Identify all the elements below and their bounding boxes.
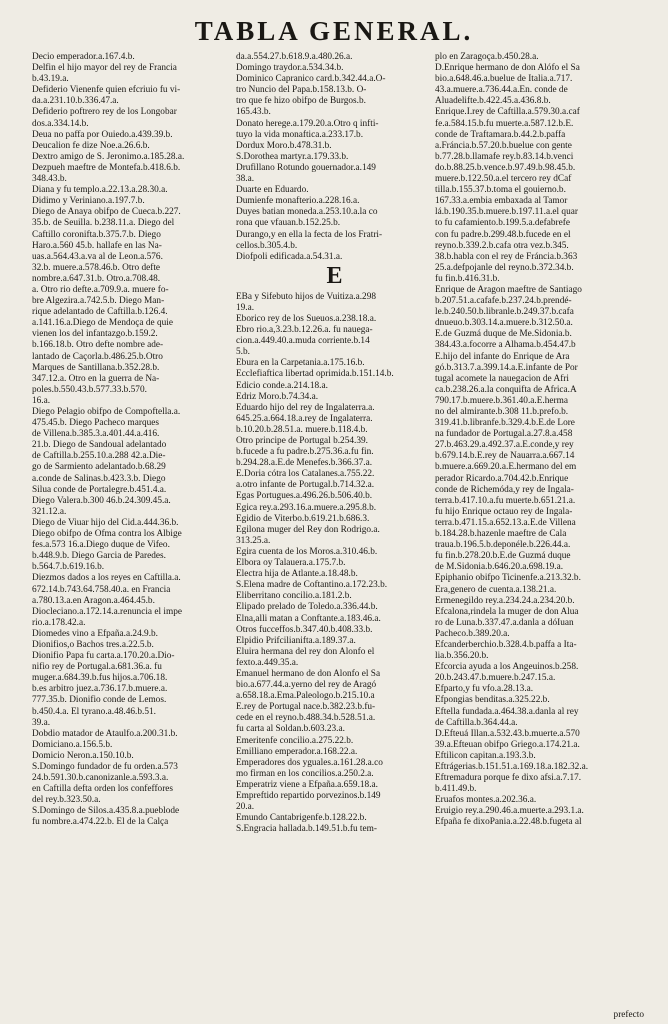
index-line: b.77.28.b.llamafe rey.b.83.14.b.venci bbox=[435, 151, 574, 162]
index-line: a.otro infante de Portugal.b.714.32.a. bbox=[236, 480, 375, 491]
index-line: Duarte en Eduardo. bbox=[236, 185, 309, 196]
section-letter-e: E bbox=[326, 262, 343, 289]
index-line: Eliberritano concilio.a.181.2.b. bbox=[236, 591, 352, 602]
index-line: Emperatriz viene a Efpaña.a.659.18.a. bbox=[236, 779, 378, 790]
index-column-3 bbox=[435, 52, 648, 829]
index-line: Diego de Anaya obifpo de Cueca.b.227. bbox=[32, 207, 181, 218]
index-line: Diocleciano.a.172.14.a.renuncia el impe bbox=[32, 606, 182, 617]
index-line: Eduardo hijo del rey de Ingalaterra.a. bbox=[236, 402, 375, 413]
index-line: Diana y fu templo.a.22.13.a.28.30.a. bbox=[32, 185, 168, 196]
index-line: Diego Valera.b.300 46.b.24.309.45.a. bbox=[32, 495, 171, 506]
index-line: mo firman en los concilios.a.250.2.a. bbox=[236, 768, 374, 779]
index-line: Eruigio rey.a.290.46.a.muerte.a.293.1.a. bbox=[435, 806, 584, 817]
index-line: Dordux Moro.b.478.31.b. bbox=[236, 140, 332, 151]
index-line: Delfin el hijo mayor del rey de Francia bbox=[32, 63, 177, 74]
index-line: Efpaña fe dixoPania.a.22.48.b.fugeta al bbox=[435, 817, 582, 828]
index-line: fe.a.584.15.b.fu muerte.a.587.12.b.E. bbox=[435, 118, 574, 129]
index-line: cede en el reyno.b.488.34.b.528.51.a. bbox=[236, 713, 376, 724]
index-line: Edicio conde.a.214.18.a. bbox=[236, 380, 328, 391]
index-line: b.448.9.b. Diego Garcia de Paredes. bbox=[32, 551, 166, 562]
index-line: plo en Zaragoça.b.450.28.a. bbox=[435, 52, 539, 62]
index-line: Egica rey.a.293.16.a.muere.a.295.8.b. bbox=[236, 502, 377, 513]
index-line: conde de Traftamara.b.44.2.b.paffa bbox=[435, 129, 566, 140]
index-line: Elbora oy Talauera.a.175.7.b. bbox=[236, 558, 346, 569]
index-line: Decio emperador.a.167.4.b. bbox=[32, 52, 135, 62]
index-line: Egira cuenta de los Moros.a.310.46.b. bbox=[236, 546, 378, 557]
index-line: nombre.a.647.31.b. Otro.a.708.48. bbox=[32, 273, 161, 284]
index-line: D.Enrique hermano de don Alófo el Sa bbox=[435, 63, 580, 74]
index-line: E.Doria cótra los Catalanes.a.755.22. bbox=[236, 469, 375, 480]
index-line: tilla.b.155.37.b.toma el gouierno.b. bbox=[435, 185, 566, 196]
index-line: b.166.18.b. Otro defte nombre ade- bbox=[32, 340, 164, 351]
index-line: b.450.4.a. El tyrano.a.48.46.b.51. bbox=[32, 706, 156, 717]
index-line: Eftremadura porque fe dixo afsi.a.7.17. bbox=[435, 773, 582, 784]
index-line: rio.a.178.42.a. bbox=[32, 617, 86, 628]
index-line: tuyo la vida monaftica.a.233.17.b. bbox=[236, 129, 364, 140]
index-line: Otro principe de Portugal b.254.39. bbox=[236, 436, 368, 446]
index-line: Enrique.I.rey de Caftilla.a.579.30.a.caf bbox=[435, 107, 580, 118]
index-line: E.hijo del infante do Enrique de Ara bbox=[435, 351, 570, 362]
index-line: Egas Portugues.a.496.26.b.506.40.b. bbox=[236, 491, 373, 502]
index-line: de M.Sidonia.b.646.20.a.698.19.a. bbox=[435, 562, 564, 573]
index-line: fu hijo Enrique octauo rey de Ingala- bbox=[435, 506, 573, 517]
index-line: Silua conde de Portalegre.b.451.4.a. bbox=[32, 484, 167, 495]
index-line: Dionifio Papa fu carta.a.170.20.a.Dio- bbox=[32, 651, 175, 662]
index-line: Dumienfe monafterio.a.228.16.a. bbox=[236, 196, 360, 207]
index-line: 35.b. de Seuilla. b.238.11.a. Diego del bbox=[32, 218, 175, 229]
index-line: fexto.a.449.35.a. bbox=[236, 657, 299, 668]
index-line: Durango,y en ella la fecta de los Fratri- bbox=[236, 229, 383, 240]
index-line: E.de Guzmá duque de Me.Sidonia.b. bbox=[435, 329, 572, 340]
index-line: Haro.a.560 45.b. hallafe en las Na- bbox=[32, 240, 162, 251]
index-line: Diofpoli edificada.a.54.31.a. bbox=[236, 251, 343, 262]
index-line: 39.a. bbox=[32, 717, 51, 728]
index-line: de Caftilla.b.364.44.a. bbox=[435, 717, 518, 728]
index-line: S.Domingo de Silos.a.435.8.a.pueblode bbox=[32, 806, 180, 817]
index-line: 16.a. bbox=[32, 395, 51, 406]
index-line: no del almirante.b.308 11.b.prefo.b. bbox=[435, 407, 569, 417]
index-line: terra.b.417.10.a.fu muerte.b.651.21.a. bbox=[435, 495, 576, 506]
index-line: Domicio Neron.a.150.10.b. bbox=[32, 750, 134, 761]
index-line: b.es arbitro juez.a.736.17.b.muere.a. bbox=[32, 684, 168, 695]
index-line: 321.12.a. bbox=[32, 506, 67, 517]
index-line: bre Algezira.a.742.5.b. Diego Man- bbox=[32, 296, 165, 307]
index-line: 27.b.463.29.a.492.37.a.E.conde,y rey bbox=[435, 440, 574, 451]
index-line: Domiciano.a.156.5.b. bbox=[32, 739, 113, 750]
index-line: Diego Pelagio obifpo de Compoftella.a. bbox=[32, 407, 181, 417]
index-line: 20.b.243.47.b.muere.b.247.15.a. bbox=[435, 673, 556, 684]
index-line: 165.43.b. bbox=[236, 107, 271, 118]
index-line: Ebro rio.a,3.23.b.12.26.a. fu nauega- bbox=[236, 325, 373, 336]
index-line: Diego obifpo de Ofma contra los Albige bbox=[32, 529, 182, 540]
index-line: 5.b. bbox=[236, 347, 250, 358]
catchword: prefecto bbox=[613, 1010, 644, 1020]
index-line: 19.a. bbox=[236, 302, 255, 313]
index-line: 21.b. Diego de Sandoual adelantado bbox=[32, 440, 167, 451]
index-line: muger.a.684.39.b.fus hijos.a.706.18. bbox=[32, 673, 168, 684]
index-line: Eborico rey de los Sueuos.a.238.18.a. bbox=[236, 313, 377, 324]
index-line: Emeritenfe concilio.a.275.22.b. bbox=[236, 735, 354, 746]
index-line: de Villena.b.385.3.a.401.44.a.416. bbox=[32, 429, 160, 440]
index-line: da.a.231.10.b.336.47.a. bbox=[32, 96, 119, 107]
index-line: traua.b.196.5.b.deponéle.b.226.44.a. bbox=[435, 540, 571, 551]
index-line: uas.a.564.43.a.va al de Leon.a.576. bbox=[32, 251, 163, 262]
index-line: Duyes batian moneda.a.253.10.a.la co bbox=[236, 207, 378, 218]
index-line: S.Dorothea martyr.a.179.33.b. bbox=[236, 151, 349, 162]
index-column-1 bbox=[32, 52, 234, 829]
index-line: cion.a.449.40.a.muda corriente.b.14 bbox=[236, 336, 370, 347]
index-line: 38.b.habla con el rey de Fráncia.b.363 bbox=[435, 251, 578, 262]
index-line: do.b.88.25.b.vence.b.97.49.b.98.45.b. bbox=[435, 162, 576, 173]
index-line: bio.a.677.44.a.yerno del rey de Aragó bbox=[236, 680, 377, 691]
index-line: b.564.7.b.619.16.b. bbox=[32, 562, 105, 573]
index-line: b.43.19.a. bbox=[32, 74, 69, 85]
index-line: Ermenegildo rey.a.234.24.a.234.20.b. bbox=[435, 595, 575, 606]
index-line: le.b.240.50.b.libranle.b.249.37.b.cafa bbox=[435, 307, 574, 318]
index-line: Domingo traydor.a.534.34.b. bbox=[236, 63, 344, 74]
index-line: Era,genero de cuenta.a.138.21.a. bbox=[435, 584, 557, 595]
index-line: fes.a.573 16.a.Diego duque de Vifeo. bbox=[32, 540, 170, 551]
index-line: Dionifios,o Bachos tres.a.22.5.b. bbox=[32, 639, 154, 650]
index-line: go de Sarmiento adelantado.b.68.29 bbox=[32, 462, 166, 473]
index-line: S.Engracia hallada.b.149.51.b.fu tem- bbox=[236, 824, 377, 835]
index-line: Deucalion fe dize Noe.a.26.6.b. bbox=[32, 140, 150, 151]
index-line: tro Nuncio del Papa.b.158.13.b. O- bbox=[236, 85, 367, 96]
index-line: tro que fe hizo obifpo de Burgos.b. bbox=[236, 96, 366, 107]
index-line: EBa y Sifebuto hijos de Vuitiza.a.298 bbox=[236, 291, 376, 302]
index-line: a.conde de Salinas.b.423.3.b. Diego bbox=[32, 473, 166, 484]
index-line: Efcalona,rindela la muger de don Alua bbox=[435, 606, 579, 617]
index-line: Marques de Santillana.b.352.28.b. bbox=[32, 362, 160, 373]
index-line: gó.b.313.7.a.399.14.a.E.infante de Por bbox=[435, 362, 578, 373]
index-line: Donato herege.a.179.20.a.Otro q infti- bbox=[236, 118, 379, 129]
index-line: Elpidio Prifcilianifta.a.189.37.a. bbox=[236, 635, 356, 646]
index-line: Empreftido repartido porvezinos.b.149 bbox=[236, 791, 381, 801]
index-line: Edriz Moro.b.74.34.a. bbox=[236, 391, 319, 402]
index-line: a. Otro rio defte.a.709.9.a. muere fo- bbox=[32, 284, 169, 295]
index-line: 347.12.a. Otro en la guerra de Na- bbox=[32, 373, 160, 384]
index-line: 313.25.a. bbox=[236, 535, 271, 546]
index-line: nifio rey de Portugal.a.681.36.a. fu bbox=[32, 662, 162, 673]
index-line: Efcorcia ayuda a los Angeuinos.b.258. bbox=[435, 662, 579, 673]
index-line: Enrique de Aragon maeftre de Santiago bbox=[435, 284, 582, 295]
index-line: Emanuel hermano de don Alonfo el Sa bbox=[236, 668, 381, 679]
index-line: 645.25.a.664.18.a.rey de Ingalaterra. bbox=[236, 413, 373, 424]
index-line: b.679.14.b.E.rey de Nauarra.a.667.14 bbox=[435, 451, 575, 462]
index-line: b.184.28.b.hazenle maeftre de Cala bbox=[435, 529, 567, 540]
index-line: Ecclefiaftica libertad oprimida.b.151.14.b. bbox=[236, 369, 394, 380]
index-line: rona que vfauan.b.152.25.b. bbox=[236, 218, 341, 229]
index-line: Eruafos montes.a.202.36.a. bbox=[435, 795, 537, 806]
index-line: Diego de Viuar hijo del Cid.a.444.36.b. bbox=[32, 517, 179, 528]
index-line: Otros fucceffos.b.347.40.b.408.33.b. bbox=[236, 624, 373, 635]
index-line: Dominico Capranico card.b.342.44.a.O- bbox=[236, 74, 386, 85]
index-line: Elipado prelado de Toledo.a.336.44.b. bbox=[236, 602, 378, 613]
index-line: Electra hija de Atlante.a.18.48.b. bbox=[236, 569, 358, 580]
index-line: S.Domingo fundador de fu orden.a.573 bbox=[32, 762, 178, 772]
index-line: del rey.b.323.50.a. bbox=[32, 795, 101, 806]
index-line: 475.45.b. Diego Pacheco marques bbox=[32, 418, 160, 429]
index-line: a.Fráncia.b.57.20.b.buelue con gente bbox=[435, 140, 572, 151]
index-line: de Caftilla.b.255.10.a.288 42.a.Die- bbox=[32, 451, 166, 462]
index-line: bio.a.648.46.a.buelue de Italia.a.717. bbox=[435, 74, 573, 85]
index-line: Efpongias benditas.a.325.22.b. bbox=[435, 695, 550, 706]
index-line: Efparto,y fu vfo.a.28.13.a. bbox=[435, 684, 534, 695]
index-line: perador Ricardo.a.704.42.b.Enrique bbox=[435, 473, 569, 484]
index-line: b.10.20.b.28.51.a. muere.b.118.4.b. bbox=[236, 424, 368, 435]
index-line: 43.a.muere.a.736.44.a.En. conde de bbox=[435, 85, 568, 96]
index-line: lá.b.190.35.b.muere.b.197.11.a.el quar bbox=[435, 207, 578, 218]
index-line: Efcanderberchio.b.328.4.b.paffa a Ita- bbox=[435, 639, 577, 650]
index-line: b.294.28.a.E.de Menefes.b.366.37.a. bbox=[236, 458, 373, 469]
index-line: terra.b.471.15.a.652.13.a.E.de Villena bbox=[435, 517, 576, 528]
index-line: dnueuo.b.303.14.a.muere.b.312.50.a. bbox=[435, 318, 573, 329]
index-line: reyno.b.339.2.b.cafa otra vez.b.345. bbox=[435, 240, 569, 251]
index-line: en Caftilla defta orden los confeffores bbox=[32, 784, 174, 795]
index-line: 32.b. muere.a.578.46.b. Otro defte bbox=[32, 262, 161, 273]
index-line: fu carta al Soldan.b.603.23.a. bbox=[236, 724, 345, 735]
index-line: Defiderio poftrero rey de los Longobar bbox=[32, 107, 177, 118]
index-line: Emilliano emperador.a.168.22.a. bbox=[236, 746, 358, 757]
index-line: Emundo Cantabrigenfe.b.128.22.b. bbox=[236, 813, 367, 824]
index-line: Epiphanio obifpo Ticinenfe.a.213.32.b. bbox=[435, 573, 581, 584]
index-line: rique adelantado de Caftilla.b.126.4. bbox=[32, 307, 168, 318]
index-line: fu nombre.a.474.22.b. El de la Calça bbox=[32, 817, 169, 828]
index-line: Didimo y Veriniano.a.197.7.b. bbox=[32, 196, 145, 207]
index-line: con fu padre.b.299.48.b.fucede en el bbox=[435, 229, 571, 240]
index-line: conde de Richemóda,y rey de Ingala- bbox=[435, 484, 574, 495]
index-line: 384.43.a.focorre a Alhama.b.454.47.b bbox=[435, 340, 576, 351]
index-line: 777.35.b. Dionifio conde de Lemos. bbox=[32, 695, 167, 706]
index-line: vienen los del infantazgo.b.159.2. bbox=[32, 329, 158, 340]
index-line: ro de Luna.b.337.47.a.danla a dóIuan bbox=[435, 617, 574, 628]
index-line: Caftillo coronifta.b.375.7.b. Diego bbox=[32, 229, 161, 240]
index-line: 790.17.b.muere.b.361.40.a.E.herma bbox=[435, 395, 568, 406]
index-line: S.Elena madre de Coftantino.a.172.23.b. bbox=[236, 580, 388, 591]
index-line: Eftella fundada.a.464.38.a.danla al rey bbox=[435, 706, 579, 717]
index-line: Eftilicon capitan.a.193.3.b. bbox=[435, 750, 536, 761]
index-line: fu fin.b.278.20.b.E.de Guzmá duque bbox=[435, 551, 571, 562]
index-line: Diomedes vino a Efpaña.a.24.9.b. bbox=[32, 628, 158, 639]
index-line: a.658.18.a.Ema.Paleologo.b.215.10.a bbox=[236, 691, 375, 702]
index-line: cellos.b.305.4.b. bbox=[236, 240, 298, 251]
index-line: Emperadores dos yguales.a.161.28.a.co bbox=[236, 757, 383, 768]
index-line: Aluadelifte.b.422.45.a.436.8.b. bbox=[435, 96, 551, 107]
index-line: b.muere.a.669.20.a.E.hermano del em bbox=[435, 462, 577, 473]
index-line: b.207.51.a.cafafe.b.237.24.b.prendé- bbox=[435, 296, 572, 307]
index-column-2 bbox=[236, 52, 433, 835]
index-line: 20.a. bbox=[236, 802, 255, 813]
index-line: 38.a. bbox=[236, 174, 255, 185]
index-line: D.Efteuá Illan.a.532.43.b.muerte.a.570 bbox=[435, 728, 580, 739]
index-line: E.rey de Portugal nace.b.382.23.b.fu- bbox=[236, 702, 376, 713]
index-line: Drufillano Rotundo gouernador.a.149 bbox=[236, 162, 376, 173]
index-line: Ebura en la Carpetania.a.175.16.b. bbox=[236, 358, 365, 369]
index-line: tugal acomete la nauegacion de Afri bbox=[435, 373, 569, 384]
index-line: b.411.49.b. bbox=[435, 784, 477, 795]
index-line: Dobdio matador de Ataulfo.a.200.31.b. bbox=[32, 728, 178, 739]
index-line: fu fin.b.416.31.b. bbox=[435, 273, 500, 284]
index-line: lia.b.356.20.b. bbox=[435, 651, 489, 662]
index-line: Deua no paffa por Ouiedo.a.439.39.b. bbox=[32, 129, 173, 140]
index-line: b.fucede a fu padre.b.275.36.a.fu fin. bbox=[236, 447, 374, 458]
index-line: 39.a.Efteuan obifpo Griego.a.174.21.a. bbox=[435, 739, 580, 750]
index-line: Eftrágerias.b.151.51.a.169.18.a.182.32.a. bbox=[435, 762, 589, 772]
index-line: a.141.16.a.Diego de Mendoça de quie bbox=[32, 318, 173, 329]
index-line: Dextro amigo de S. Jeronimo.a.185.28.a. bbox=[32, 151, 185, 162]
index-line: 167.33.a.embia embaxada al Tamor bbox=[435, 196, 568, 207]
index-line: Egidio de Viterbo.b.619.21.b.686.3. bbox=[236, 513, 370, 524]
index-line: Dezpueh maeftre de Montefa.b.418.6.b. bbox=[32, 162, 181, 173]
index-line: Defiderio Vienenfe quien efcriuio fu vi- bbox=[32, 85, 181, 96]
index-line: Egilona muger del Rey don Rodrigo.a. bbox=[236, 524, 380, 535]
index-line: ca.b.238.26.a.la conquifta de Africa.A bbox=[435, 384, 577, 395]
index-line: Elna,alli matan a Conftante.a.183.46.a. bbox=[236, 613, 381, 624]
index-line: 348.43.b. bbox=[32, 174, 67, 185]
index-line: to fu cafamiento.b.199.5.a.defabrefe bbox=[435, 218, 570, 229]
index-line: muere.b.122.50.a.el tercero rey dCaf bbox=[435, 174, 572, 185]
index-line: 319.41.b.libranfe.b.329.4.b.E.de Lore bbox=[435, 418, 575, 429]
index-line: 24.b.591.30.b.canonizanle.a.593.3.a. bbox=[32, 773, 169, 784]
index-line: 672.14.b.743.64.758.40.a. en Francia bbox=[32, 584, 171, 595]
page-title: TABLA GENERAL. bbox=[194, 16, 474, 46]
index-line: 25.a.defpojanle del reyno.b.372.34.b. bbox=[435, 262, 574, 273]
index-line: da.a.554.27.b.618.9.a.480.26.a. bbox=[236, 52, 353, 62]
index-line: a.780.13.a.en Aragon.a.464.45.b. bbox=[32, 595, 155, 606]
index-line: dos.a.334.14.b. bbox=[32, 118, 89, 129]
index-line: poles.b.550.43.b.577.33.b.570. bbox=[32, 384, 147, 395]
index-line: Diezmos dados a los reyes en Caftilla.a. bbox=[32, 573, 181, 584]
index-line: lantado de Caçorla.b.486.25.b.Otro bbox=[32, 351, 163, 362]
index-line: na fundador de Portugal.a.27.8.a.458 bbox=[435, 429, 573, 440]
index-line: Eluira hermana del rey don Alonfo el bbox=[236, 646, 375, 657]
index-line: Pacheco.b.389.20.a. bbox=[435, 628, 510, 639]
